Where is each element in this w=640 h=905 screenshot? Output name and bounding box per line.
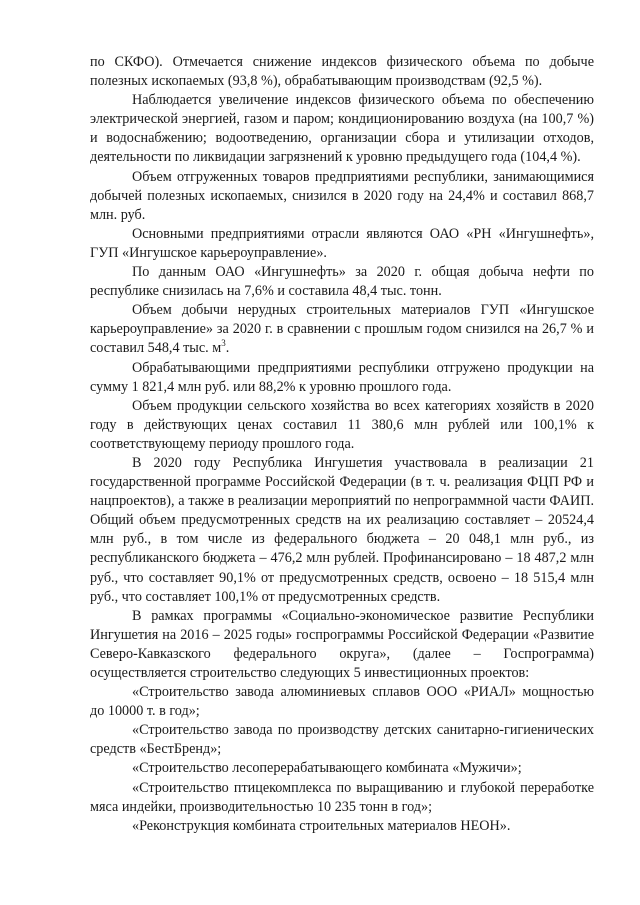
nonmetal-end: . [225,340,230,357]
nonmetal-superscript: 3 [221,337,226,348]
paragraph-production-indices: по СКФО). Отмечается снижение индексов физического объема по добыче полезных ископаемых (93,8 %), обрабатывающим производствам (92,5 %). [90,54,594,90]
list-item-project-neon: «Реконструкция комбината строительных материалов НЕОН». [132,817,511,834]
paragraph-main-enterprises: Основными предприятиями отрасли являются ОАО «РН «Ингушнефть», ГУП «Ингушское карьероуправление». [90,225,594,261]
paragraph-mining-shipments: Объем отгруженных товаров предприятиями республики, занимающимися добычей полезных ископаемых, снизился в 2020 году на 24,4% и составил 868,7 млн. руб. [90,168,594,223]
list-item-project-bestbrand: «Строительство завода по производству детских санитарно-гигиенических средств «БестБренд»; [90,722,594,758]
paragraph-utilities-growth: Наблюдается увеличение индексов физического объема по обеспечению электрической энергией, газом и паром; кондиционированию воздуха (на 100,7 %) и водоснабжению; водоотведению, организации сбора и утилизации отходов, деятельности по ликвидации загрязнений к уровню предыдущего года (104,4 %). [90,92,594,166]
paragraph-oil-production: По данным ОАО «Ингушнефть» за 2020 г. общая добыча нефти по республике снизилась на 7,6% и составила 48,4 тыс. тонн. [90,264,594,300]
paragraph-investment-intro: В рамках программы «Социально-экономическое развитие Республики Ингушетия на 2016 – 2025 годы» госпрограммы Российской Федерации «Развитие Северо-Кавказского федерального округа», (далее – Госпрограмма) осуществляется строительство следующих 5 инвестиционных проектов: [90,607,594,681]
paragraph-state-programs: В 2020 году Республика Ингушетия участвовала в реализации 21 государственной программе Российской Федерации (в т. ч. реализация ФЦП РФ и нацпроектов), а также в реализации мероприятий по непрограммной части ФАИП. Общий объем предусмотренных средств на их реализацию составляет – 20524,4 млн руб., в том числе из федерального бюджета – 20 048,1 млн руб., из республиканского бюджета – 476,2 млн рублей. Профинансировано – 18 487,2 млн руб., что составляет 90,1% от предусмотренных средств, освоено – 18 515,4 млн руб., что составляет 100,1% от предусмотренных средств. [90,454,594,605]
document-body [90,53,594,836]
nonmetal-text: Объем добычи нерудных строительных материалов ГУП «Ингушское карьероуправление» за 2020 г. в сравнении с прошлым годом снизился на 26,7 % и составил 548,4 тыс. м [90,302,594,357]
list-item-project-turkey: «Строительство птицекомплекса по выращиванию и глубокой переработке мяса индейки, производительностью 10 235 тонн в год»; [90,779,594,815]
paragraph-manufacturing: Обрабатывающими предприятиями республики отгружено продукции на сумму 1 821,4 млн руб. или 88,2% к уровню прошлого года. [90,359,594,395]
paragraph-nonmetal-materials [90,301,594,358]
list-item-project-rial: «Строительство завода алюминиевых сплавов ООО «РИАЛ» мощностью до 10000 т. в год»; [90,684,594,720]
paragraph-agriculture: Объем продукции сельского хозяйства во всех категориях хозяйств в 2020 году в действующих ценах составил 11 380,6 млн рублей или 100,1% к соответствующему периоду прошлого года. [90,397,594,452]
list-item-project-muzhichi: «Строительство лесоперерабатывающего комбината «Мужичи»; [132,760,522,777]
